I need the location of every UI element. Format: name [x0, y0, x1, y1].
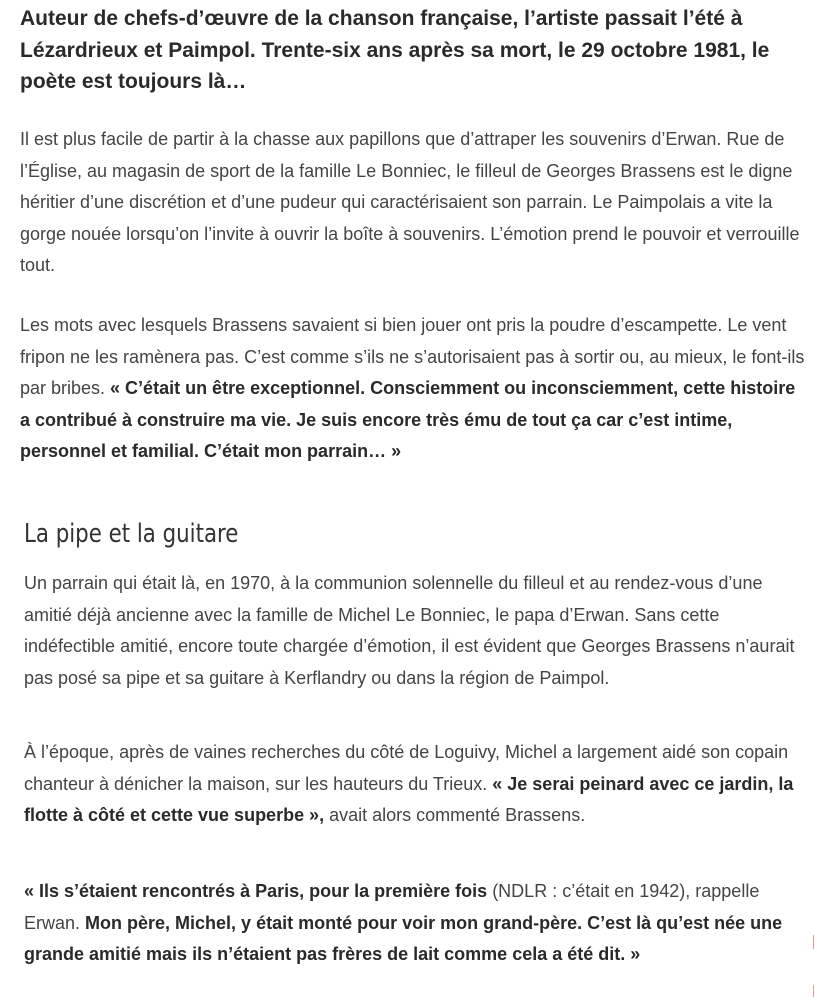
paragraph-quote	[24, 876, 814, 971]
paragraph-text: (NDLR : c’était en 1942), rappelle Erwan.	[24, 881, 760, 933]
quote-bold: Mon père, Michel, y était monté pour voir mon grand-père. C’est là qu’est née une grande amitié mais ils n’étaient pas frères de lait comme cela a été dit. »	[24, 912, 783, 964]
paragraph-text: Les mots avec lesquels Brassens savaient si bien jouer ont pris la poudre d’escampette. Le vent fripon ne les ramènera pas. C’est comme s’ils ne s’autorisaient pas à sortir ou, au mieux, le font-ils par bribes.	[20, 315, 805, 398]
paragraph-text: avait alors commenté Brassens.	[324, 805, 586, 825]
quote-bold: « Je serai peinard avec ce jardin, la flotte à côté et cette vue superbe »,	[24, 773, 794, 825]
paragraph-godfather: Un parrain qui était là, en 1970, à la communion solennelle du filleul et au rendez-vous d’une amitié déjà ancienne avec la famille de Michel Le Bonniec, le papa d’Erwan. Sans cette indéfectible amitié, encore toute chargée d’émotion, il est évident que Georges Brassens n’aurait pas posé sa pipe et sa guitare à Kerflandry ou dans la région de Paimpol.	[24, 573, 795, 688]
paragraph-words	[20, 310, 810, 468]
section-heading: La pipe et la guitare	[24, 519, 239, 549]
quote-bold: « C’était un être exceptionnel. Consciemment ou inconsciemment, cette histoire a contribué à construire ma vie. Je suis encore très ému de tout ça car c’est intime, personnel et familial. C’était mon parrain… »	[20, 378, 796, 461]
edge-divider	[813, 935, 814, 949]
paragraph-house	[24, 737, 814, 832]
article-lead: Auteur de chefs-d’œuvre de la chanson française, l’artiste passait l’été à Lézardrieux et Paimpol. Trente-six ans après sa mort, le 29 octobre 1981, le poète est toujours là…	[20, 7, 770, 93]
paragraph-intro: Il est plus facile de partir à la chasse aux papillons que d’attraper les souvenirs d’Erwan. Rue de l’Église, au magasin de sport de la famille Le Bonniec, le filleul de Georges Brassens est le digne héritier d’une discrétion et d’une pudeur qui caractérisaient son parrain. Le Paimpolais a vite la gorge nouée lorsqu’on l’invite à ouvrir la boîte à souvenirs. L’émotion prend le pouvoir et verrouille tout.	[20, 129, 800, 275]
quote-bold: « Ils s’étaient rencontrés à Paris, pour la première fois	[24, 881, 488, 901]
paragraph-text: À l’époque, après de vaines recherches du côté de Loguivy, Michel a largement aidé son copain chanteur à dénicher la maison, sur les hauteurs du Trieux.	[24, 742, 789, 794]
edge-divider	[813, 985, 814, 997]
